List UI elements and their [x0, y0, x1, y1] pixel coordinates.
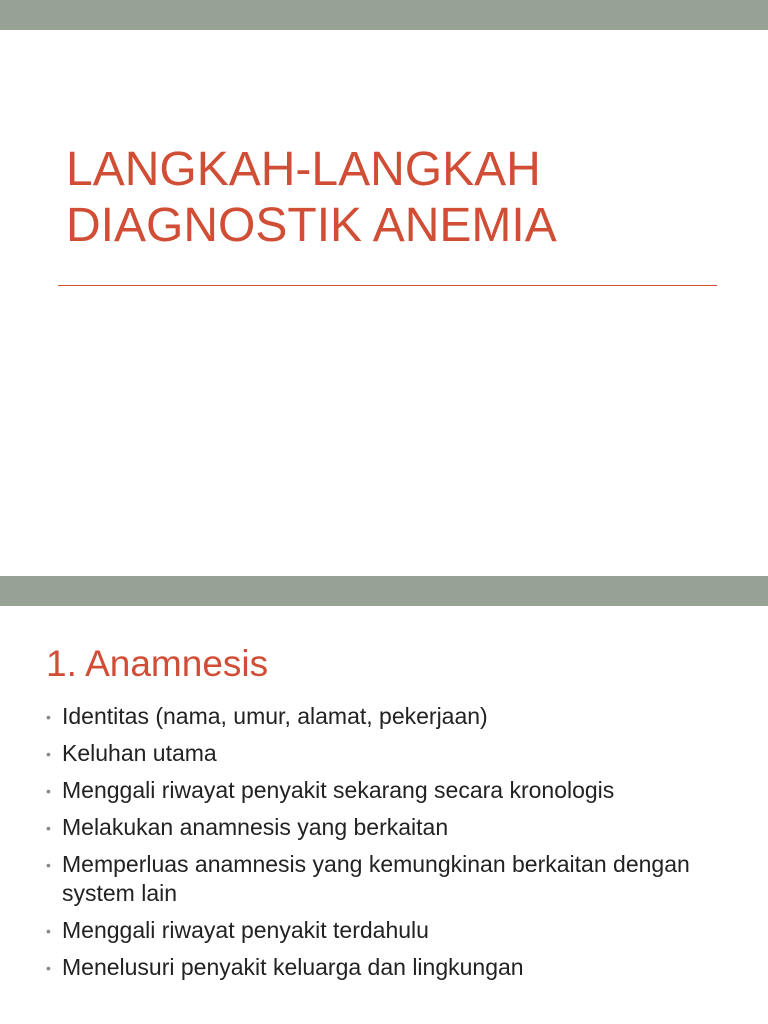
title-line-2: DIAGNOSTIK ANEMIA [66, 199, 557, 252]
list-item [46, 702, 746, 731]
bullet-list [46, 702, 746, 990]
list-item-text: Menelusuri penyakit keluarga dan lingkungan [62, 954, 524, 980]
list-item-text: Menggali riwayat penyakit sekarang secara kronologis [62, 777, 615, 803]
slide-top-bar [0, 576, 768, 606]
list-item-text: Menggali riwayat penyakit terdahulu [62, 917, 429, 943]
bullet-icon: • [46, 923, 51, 939]
bullet-icon: • [46, 746, 51, 762]
list-item [46, 953, 746, 982]
list-item-text: Melakukan anamnesis yang berkaitan [62, 814, 449, 840]
list-item [46, 850, 746, 908]
bullet-icon: • [46, 960, 51, 976]
list-item [46, 813, 746, 842]
bullet-icon: • [46, 709, 51, 725]
list-item-text: Memperluas anamnesis yang kemungkinan berkaitan dengan system lain [62, 851, 690, 906]
list-item-text: Keluhan utama [62, 740, 217, 766]
list-item-text: Identitas (nama, umur, alamat, pekerjaan) [62, 703, 488, 729]
bullet-icon: • [46, 857, 51, 873]
slide-title-text [66, 142, 726, 254]
title-line-1: LANGKAH-LANGKAH [66, 143, 541, 196]
slide-top-bar [0, 0, 768, 30]
section-heading: 1. Anamnesis [46, 643, 269, 684]
list-item [46, 776, 746, 805]
bullet-icon: • [46, 820, 51, 836]
bullet-icon: • [46, 783, 51, 799]
list-item [46, 916, 746, 945]
slide-anamnesis [0, 576, 768, 1024]
title-divider [58, 285, 717, 286]
list-item [46, 739, 746, 768]
